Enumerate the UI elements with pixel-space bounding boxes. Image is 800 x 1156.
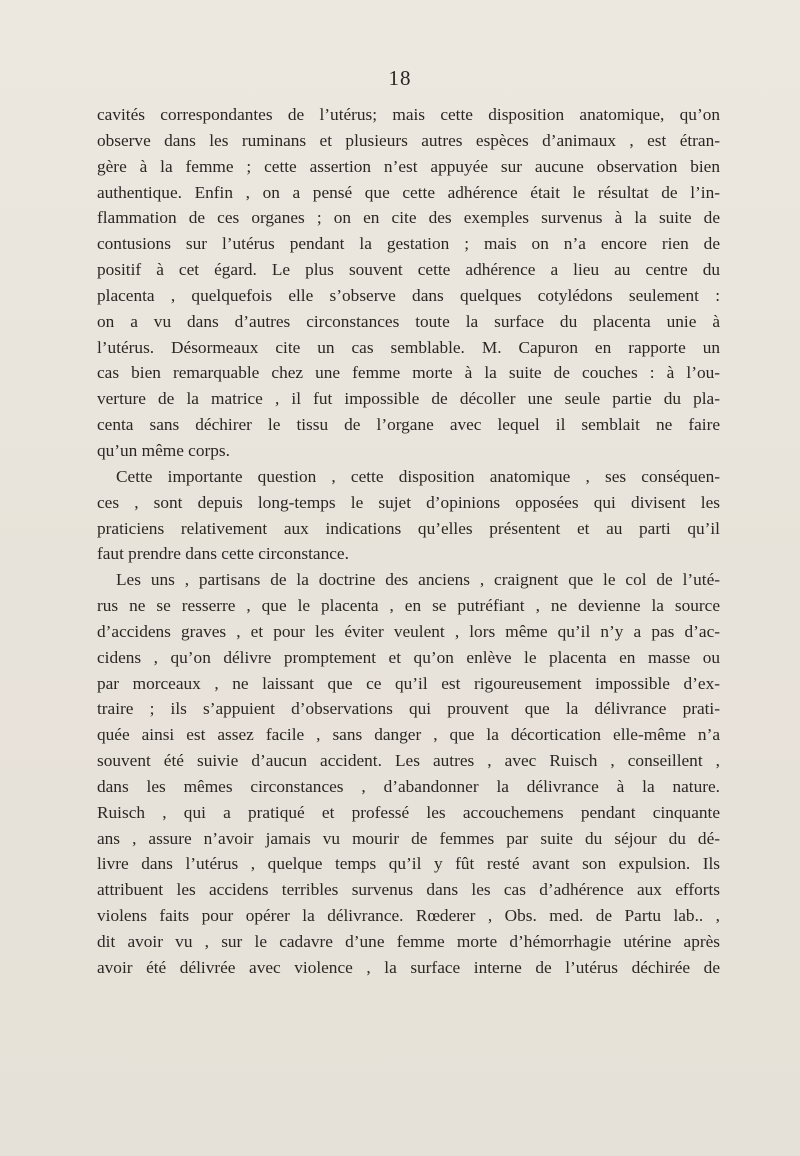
- text-line: souvent été suivie d’aucun accident. Les autres , avec Ruisch , conseillent ,: [97, 751, 720, 771]
- text-line: attribuent les accidens terribles survenus dans les cas d’adhérence aux efforts: [97, 880, 720, 900]
- text-line: cidens , qu’on délivre promptement et qu’on enlève le placenta en masse ou: [97, 647, 720, 667]
- text-line: authentique. Enfin , on a pensé que cette adhérence était le résultat de l’in-: [97, 182, 720, 202]
- text-line: livre dans l’utérus , quelque temps qu’il y fût resté avant son expulsion. Ils: [97, 854, 720, 874]
- text-line: ces , sont depuis long-temps le sujet d’opinions opposées qui divisent les: [97, 492, 720, 512]
- text-line: positif à cet égard. Le plus souvent cette adhérence a lieu au centre du: [97, 260, 720, 280]
- text-line: placenta , quelquefois elle s’observe dans quelques cotylédons seulement :: [97, 285, 720, 305]
- text-line: quée ainsi est assez facile , sans danger , que la décortication elle-même n’a: [97, 725, 720, 745]
- text-line: violens faits pour opérer la délivrance. Rœderer , Obs. med. de Partu lab.. ,: [97, 906, 720, 926]
- text-line: ans , assure n’avoir jamais vu mourir de femmes par suite du séjour du dé-: [97, 828, 720, 848]
- body-text: [97, 102, 720, 981]
- text-line: avoir été délivrée avec violence , la surface interne de l’utérus déchirée de: [97, 957, 720, 977]
- text-line: dans les mêmes circonstances , d’abandonner la délivrance à la nature.: [97, 776, 720, 796]
- text-line: faut prendre dans cette circonstance.: [97, 544, 349, 564]
- text-line: cas bien remarquable chez une femme morte à la suite de couches : à l’ou-: [97, 363, 720, 383]
- text-line: par morceaux , ne laissant que ce qu’il est rigoureusement impossible d’ex-: [97, 673, 720, 693]
- text-line: qu’un même corps.: [97, 440, 230, 460]
- text-line: centa sans déchirer le tissu de l’organe avec lequel il semblait ne faire: [97, 415, 720, 435]
- text-line: observe dans les ruminans et plusieurs autres espèces d’animaux , est étran-: [97, 130, 720, 150]
- text-line: Cette importante question , cette disposition anatomique , ses conséquen-: [116, 466, 720, 486]
- text-line: l’utérus. Désormeaux cite un cas semblable. M. Capuron en rapporte un: [97, 337, 720, 357]
- text-line: cavités correspondantes de l’utérus; mais cette disposition anatomique, qu’on: [97, 105, 720, 124]
- text-line: flammation de ces organes ; on en cite des exemples survenus à la suite de: [97, 208, 720, 228]
- text-line: rus ne se resserre , que le placenta , en se putréfiant , ne devienne la source: [97, 596, 720, 616]
- text-line: d’accidens graves , et pour les éviter veulent , lors même qu’il n’y a pas d’ac-: [97, 621, 720, 641]
- text-line: verture de la matrice , il fut impossible de décoller une seule partie du pla-: [97, 389, 720, 409]
- text-line: Ruisch , qui a pratiqué et professé les accouchemens pendant cinquante: [97, 802, 720, 822]
- text-line: on a vu dans d’autres circonstances toute la surface du placenta unie à: [97, 311, 720, 331]
- text-line: praticiens relativement aux indications qu’elles présentent et au parti qu’il: [97, 518, 720, 538]
- text-line: traire ; ils s’appuient d’observations qui prouvent que la délivrance prati-: [97, 699, 720, 719]
- text-line: dit avoir vu , sur le cadavre d’une femme morte d’hémorrhagie utérine après: [97, 932, 720, 951]
- text-line: contusions sur l’utérus pendant la gestation ; mais on n’a encore rien de: [97, 234, 720, 254]
- text-line: gère à la femme ; cette assertion n’est appuyée sur aucune observation bien: [97, 156, 720, 176]
- text-line: Les uns , partisans de la doctrine des anciens , craignent que le col de l’uté-: [116, 570, 720, 590]
- page-number: 18: [388, 66, 412, 90]
